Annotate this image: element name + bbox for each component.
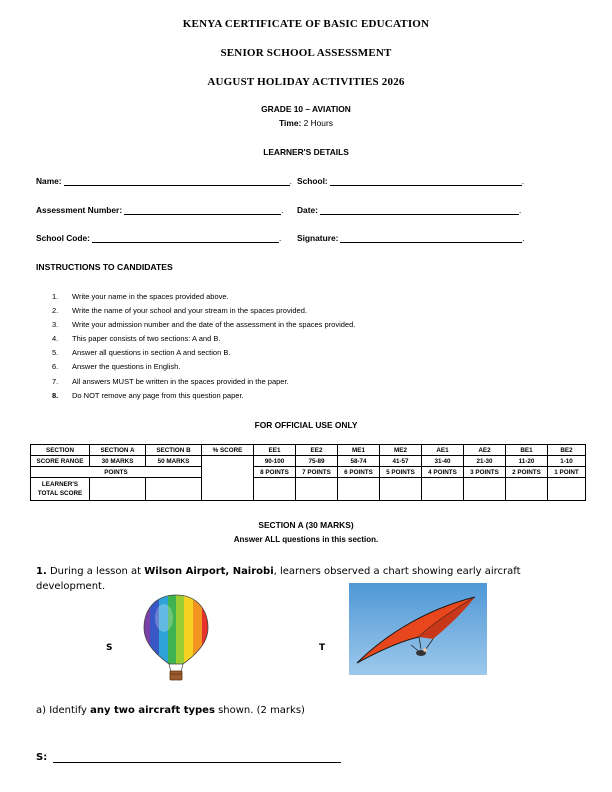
time-label: Time: — [279, 118, 302, 128]
signature-label: Signature: — [297, 233, 339, 243]
time-value: 2 Hours — [303, 118, 333, 128]
name-label: Name: — [36, 176, 62, 186]
assessment-number-line[interactable] — [124, 205, 284, 215]
table-cell — [296, 478, 338, 501]
table-row — [31, 445, 586, 456]
table-cell: 6 POINTS — [338, 467, 380, 478]
end-mark: . — [278, 233, 282, 243]
table-cell: % SCORE — [202, 445, 254, 456]
total-score-label: LEARNER'S TOTAL SCORE — [31, 478, 90, 501]
question-text: , learners observed a chart showing early aircraft development. — [36, 566, 521, 592]
name-field[interactable] — [36, 176, 292, 186]
table-cell: ME2 — [380, 445, 422, 456]
table-cell: SECTION A — [90, 445, 146, 456]
date-line[interactable] — [320, 205, 522, 215]
instruction-text: Answer the questions in English. — [72, 362, 181, 372]
table-cell: 2 POINTS — [506, 467, 548, 478]
section-a-instruction: Answer ALL questions in this section. — [233, 535, 379, 544]
hang-glider-image — [349, 583, 487, 675]
time-allowed — [0, 118, 612, 128]
school-code-field[interactable] — [36, 233, 281, 243]
table-cell — [506, 478, 548, 501]
assessment-title: SENIOR SCHOOL ASSESSMENT — [220, 47, 392, 59]
part-a-text: a) Identify — [36, 705, 91, 716]
percent-score-cell[interactable] — [202, 456, 254, 501]
section-a-score-cell[interactable] — [90, 478, 146, 501]
question-number: 1. — [36, 566, 47, 577]
table-cell — [548, 478, 586, 501]
answer-s-label: S: — [36, 752, 48, 763]
instruction-text: Do NOT remove any page from this question paper. — [72, 390, 244, 400]
instruction-number: 3. — [52, 320, 59, 330]
table-row — [31, 456, 586, 467]
table-cell: EE1 — [254, 445, 296, 456]
end-mark: . — [522, 233, 525, 243]
image-label-s: S — [106, 643, 113, 653]
table-cell: AE1 — [422, 445, 464, 456]
assessment-number-label: Assessment Number: — [36, 205, 123, 215]
question-text: During a lesson at — [46, 566, 145, 577]
instruction-item — [52, 290, 355, 304]
instruction-number: 6. — [52, 362, 59, 372]
question-1a — [36, 705, 305, 716]
school-code-line[interactable] — [92, 233, 282, 243]
table-cell — [380, 478, 422, 501]
name-line[interactable] — [64, 177, 290, 186]
instruction-text: This paper consists of two sections: A and B. — [72, 334, 221, 344]
instruction-item — [52, 389, 355, 403]
table-cell: 75-89 — [296, 456, 338, 467]
table-cell: 30 MARKS — [90, 456, 146, 467]
table-cell: 1 POINT — [548, 467, 586, 478]
table-cell: 7 POINTS — [296, 467, 338, 478]
instruction-text: Write your name in the spaces provided above. — [72, 292, 229, 301]
table-cell: 90-100 — [254, 456, 296, 467]
instruction-number: 8. — [52, 390, 59, 400]
section-b-score-cell[interactable] — [146, 478, 202, 501]
table-cell — [338, 478, 380, 501]
table-cell: 11-20 — [506, 456, 548, 467]
instruction-item — [52, 332, 355, 346]
table-cell: 41-57 — [380, 456, 422, 467]
end-mark: . — [281, 205, 284, 215]
instruction-item — [52, 318, 355, 332]
table-row — [31, 467, 586, 478]
school-label: School: — [297, 176, 328, 186]
section-a-heading: SECTION A (30 MARKS) — [258, 520, 354, 530]
signature-line[interactable] — [340, 233, 525, 243]
table-cell: BE1 — [506, 445, 548, 456]
instruction-text: Answer all questions in section A and section B. — [72, 348, 231, 358]
table-cell: 50 MARKS — [146, 456, 202, 467]
answer-s-line[interactable] — [53, 753, 341, 763]
instruction-number: 7. — [52, 376, 59, 386]
table-cell: 3 POINTS — [464, 467, 506, 478]
table-cell — [464, 478, 506, 501]
instruction-number: 1. — [52, 292, 59, 301]
end-mark: . — [521, 176, 525, 186]
instruction-text: Write the name of your school and your stream in the spaces provided. — [72, 306, 307, 316]
learner-details-heading: LEARNER'S DETAILS — [263, 147, 349, 157]
instruction-item — [52, 304, 355, 318]
table-cell: BE2 — [548, 445, 586, 456]
image-label-t: T — [319, 643, 326, 653]
table-cell: 4 POINTS — [422, 467, 464, 478]
answer-s-field[interactable] — [36, 752, 341, 763]
table-cell: 8 POINTS — [254, 467, 296, 478]
school-field[interactable] — [297, 176, 524, 186]
question-1 — [36, 564, 586, 594]
table-cell: SCORE RANGE — [31, 456, 90, 467]
question-place: Wilson Airport, Nairobi — [144, 566, 274, 577]
grade-subject: GRADE 10 – AVIATION — [261, 104, 351, 114]
table-cell: 1-10 — [548, 456, 586, 467]
table-cell: 58-74 — [338, 456, 380, 467]
signature-field[interactable] — [297, 233, 525, 243]
instruction-item — [52, 346, 355, 360]
end-mark: . — [518, 205, 522, 215]
instructions-heading: INSTRUCTIONS TO CANDIDATES — [36, 262, 173, 272]
table-cell: SECTION B — [146, 445, 202, 456]
part-a-bold: any two aircraft types — [90, 705, 215, 716]
table-cell: SECTION — [31, 445, 90, 456]
end-mark: . — [289, 176, 292, 186]
instructions-list — [52, 290, 355, 403]
table-cell: EE2 — [296, 445, 338, 456]
table-row — [31, 478, 586, 501]
part-a-marks: shown. (2 marks) — [214, 705, 305, 716]
assessment-number-field[interactable] — [36, 205, 283, 215]
school-line[interactable] — [330, 176, 525, 186]
activity-title: AUGUST HOLIDAY ACTIVITIES 2026 — [207, 76, 405, 88]
date-field[interactable] — [297, 205, 521, 215]
hot-air-balloon-image — [140, 592, 212, 684]
table-cell — [422, 478, 464, 501]
score-table — [30, 444, 586, 501]
exam-title: KENYA CERTIFICATE OF BASIC EDUCATION — [182, 18, 430, 30]
table-cell: ME1 — [338, 445, 380, 456]
table-cell: 5 POINTS — [380, 467, 422, 478]
table-cell: 31-40 — [422, 456, 464, 467]
table-cell: 21-30 — [464, 456, 506, 467]
instruction-text: All answers MUST be written in the spaces provided in the paper. — [72, 376, 289, 386]
instruction-number: 2. — [52, 306, 59, 316]
instruction-number: 4. — [52, 334, 59, 344]
table-cell: POINTS — [31, 467, 202, 478]
school-code-label: School Code: — [36, 233, 90, 243]
instruction-item — [52, 360, 355, 374]
official-use-heading: FOR OFFICIAL USE ONLY — [254, 420, 358, 430]
table-cell — [254, 478, 296, 501]
table-cell: AE2 — [464, 445, 506, 456]
instruction-item — [52, 375, 355, 389]
date-label: Date: — [297, 205, 318, 215]
instruction-text: Write your admission number and the date of the assessment in the spaces provided. — [72, 320, 356, 330]
instruction-number: 5. — [52, 348, 59, 358]
